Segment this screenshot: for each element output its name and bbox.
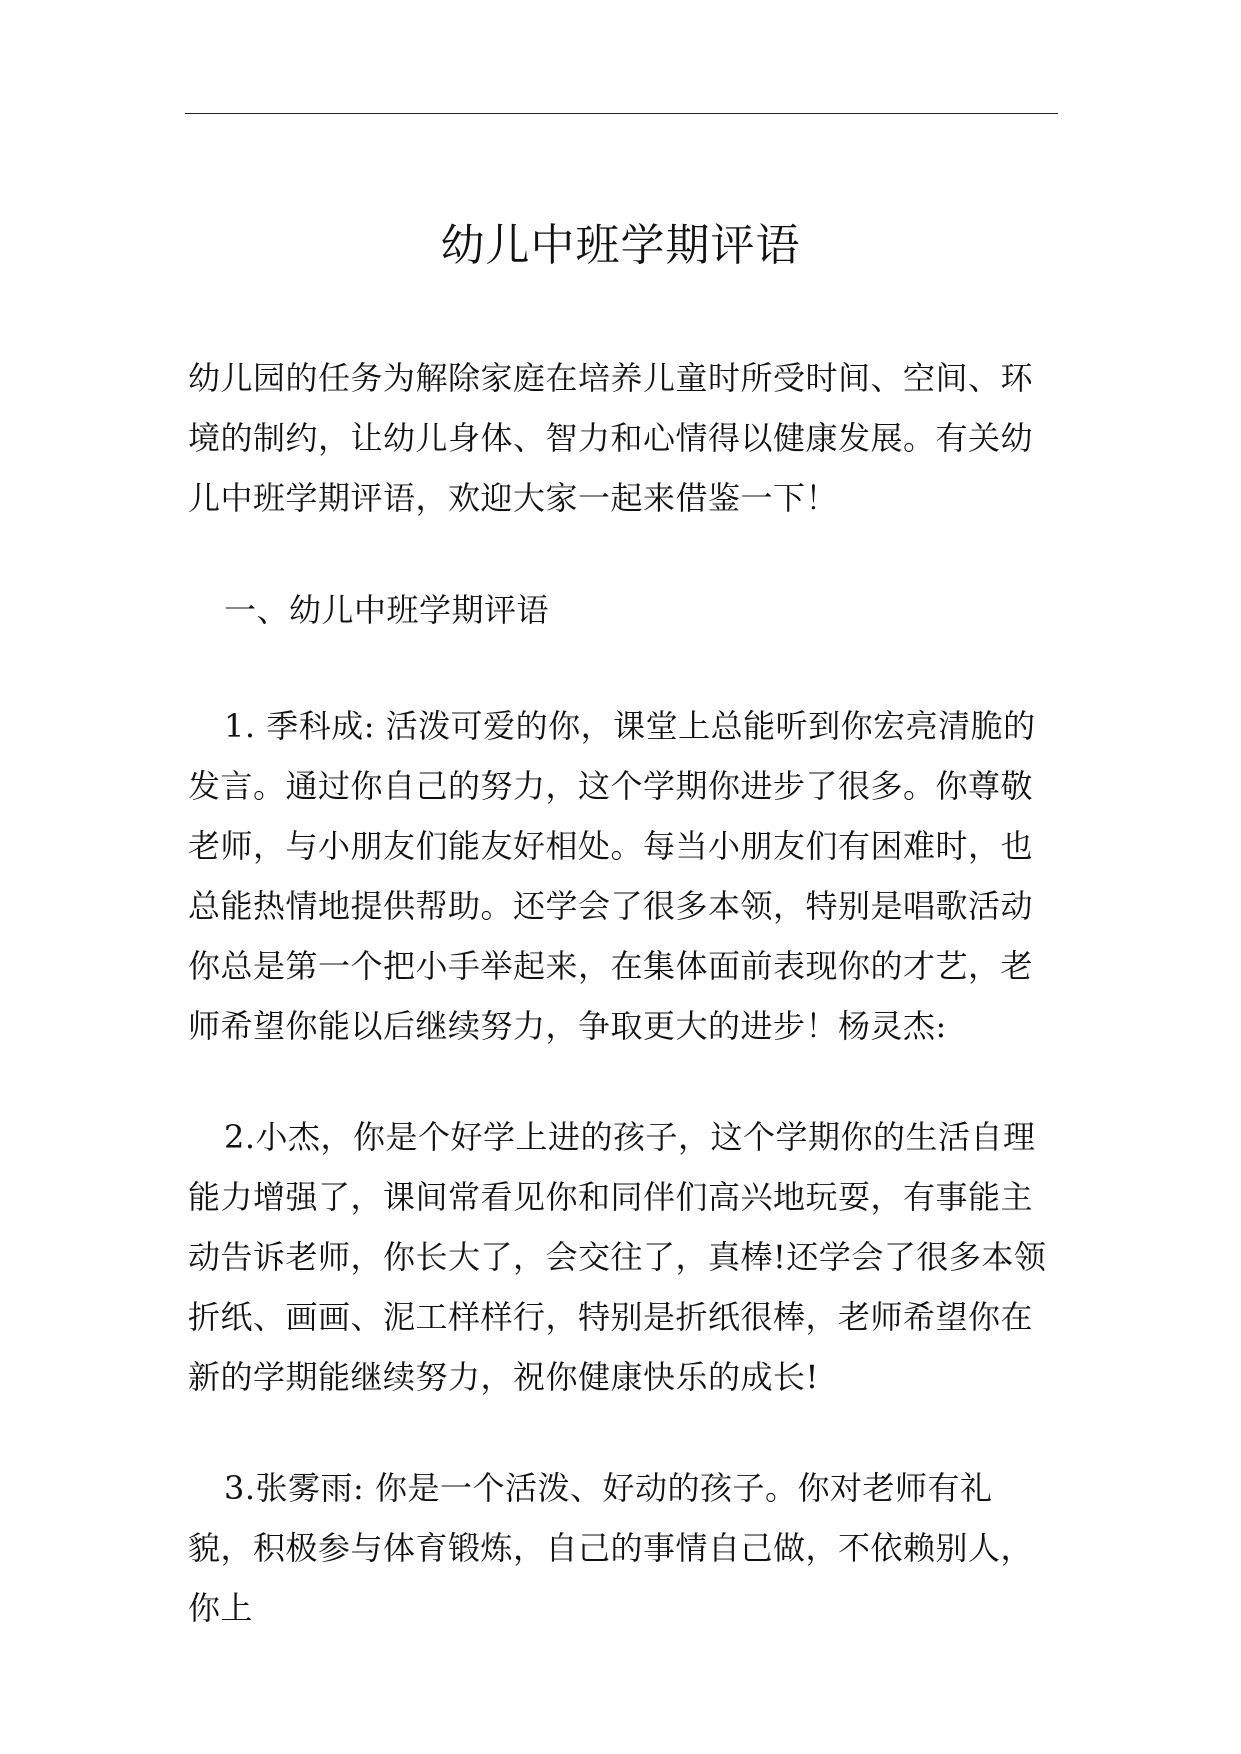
comment-item-1: 1. 季科成: 活泼可爱的你，课堂上总能听到你宏亮清脆的发言。通过你自己的努力，这个学期你进步了很多。你尊敬老师，与小朋友们能友好相处。每当小朋友们有困难时，也总能热情地提供帮助。还学会了很多本领，特别是唱歌活动你总是第一个把小手举起来，在集体面前表现你的才艺，老师希望你能以后继续努力，争取更大的进步！杨灵杰:	[188, 707, 1036, 1045]
header-rule	[185, 113, 1058, 114]
intro-paragraph: 幼儿园的任务为解除家庭在培养儿童时所受时间、空间、环境的制约，让幼儿身体、智力和心情得以健康发展。有关幼儿中班学期评语，欢迎大家一起来借鉴一下！	[188, 359, 1034, 517]
section-heading: 一、幼儿中班学期评语	[224, 591, 550, 629]
document-title: 幼儿中班学期评语	[440, 220, 801, 271]
comment-item-2: 2.小杰，你是个好学上进的孩子，这个学期你的生活自理能力增强了，课间常看见你和同伴们高兴地玩耍，有事能主动告诉老师，你长大了，会交往了，真棒!还学会了很多本领折纸、画画、泥工样样行，特别是折纸很棒，老师希望你在新的学期能继续努力，祝你健康快乐的成长!	[188, 1118, 1047, 1396]
comment-item-3: 3.张雾雨: 你是一个活泼、好动的孩子。你对老师有礼貌，积极参与体育锻炼，自己的事情自己做，不依赖别人，你上	[188, 1469, 1034, 1627]
